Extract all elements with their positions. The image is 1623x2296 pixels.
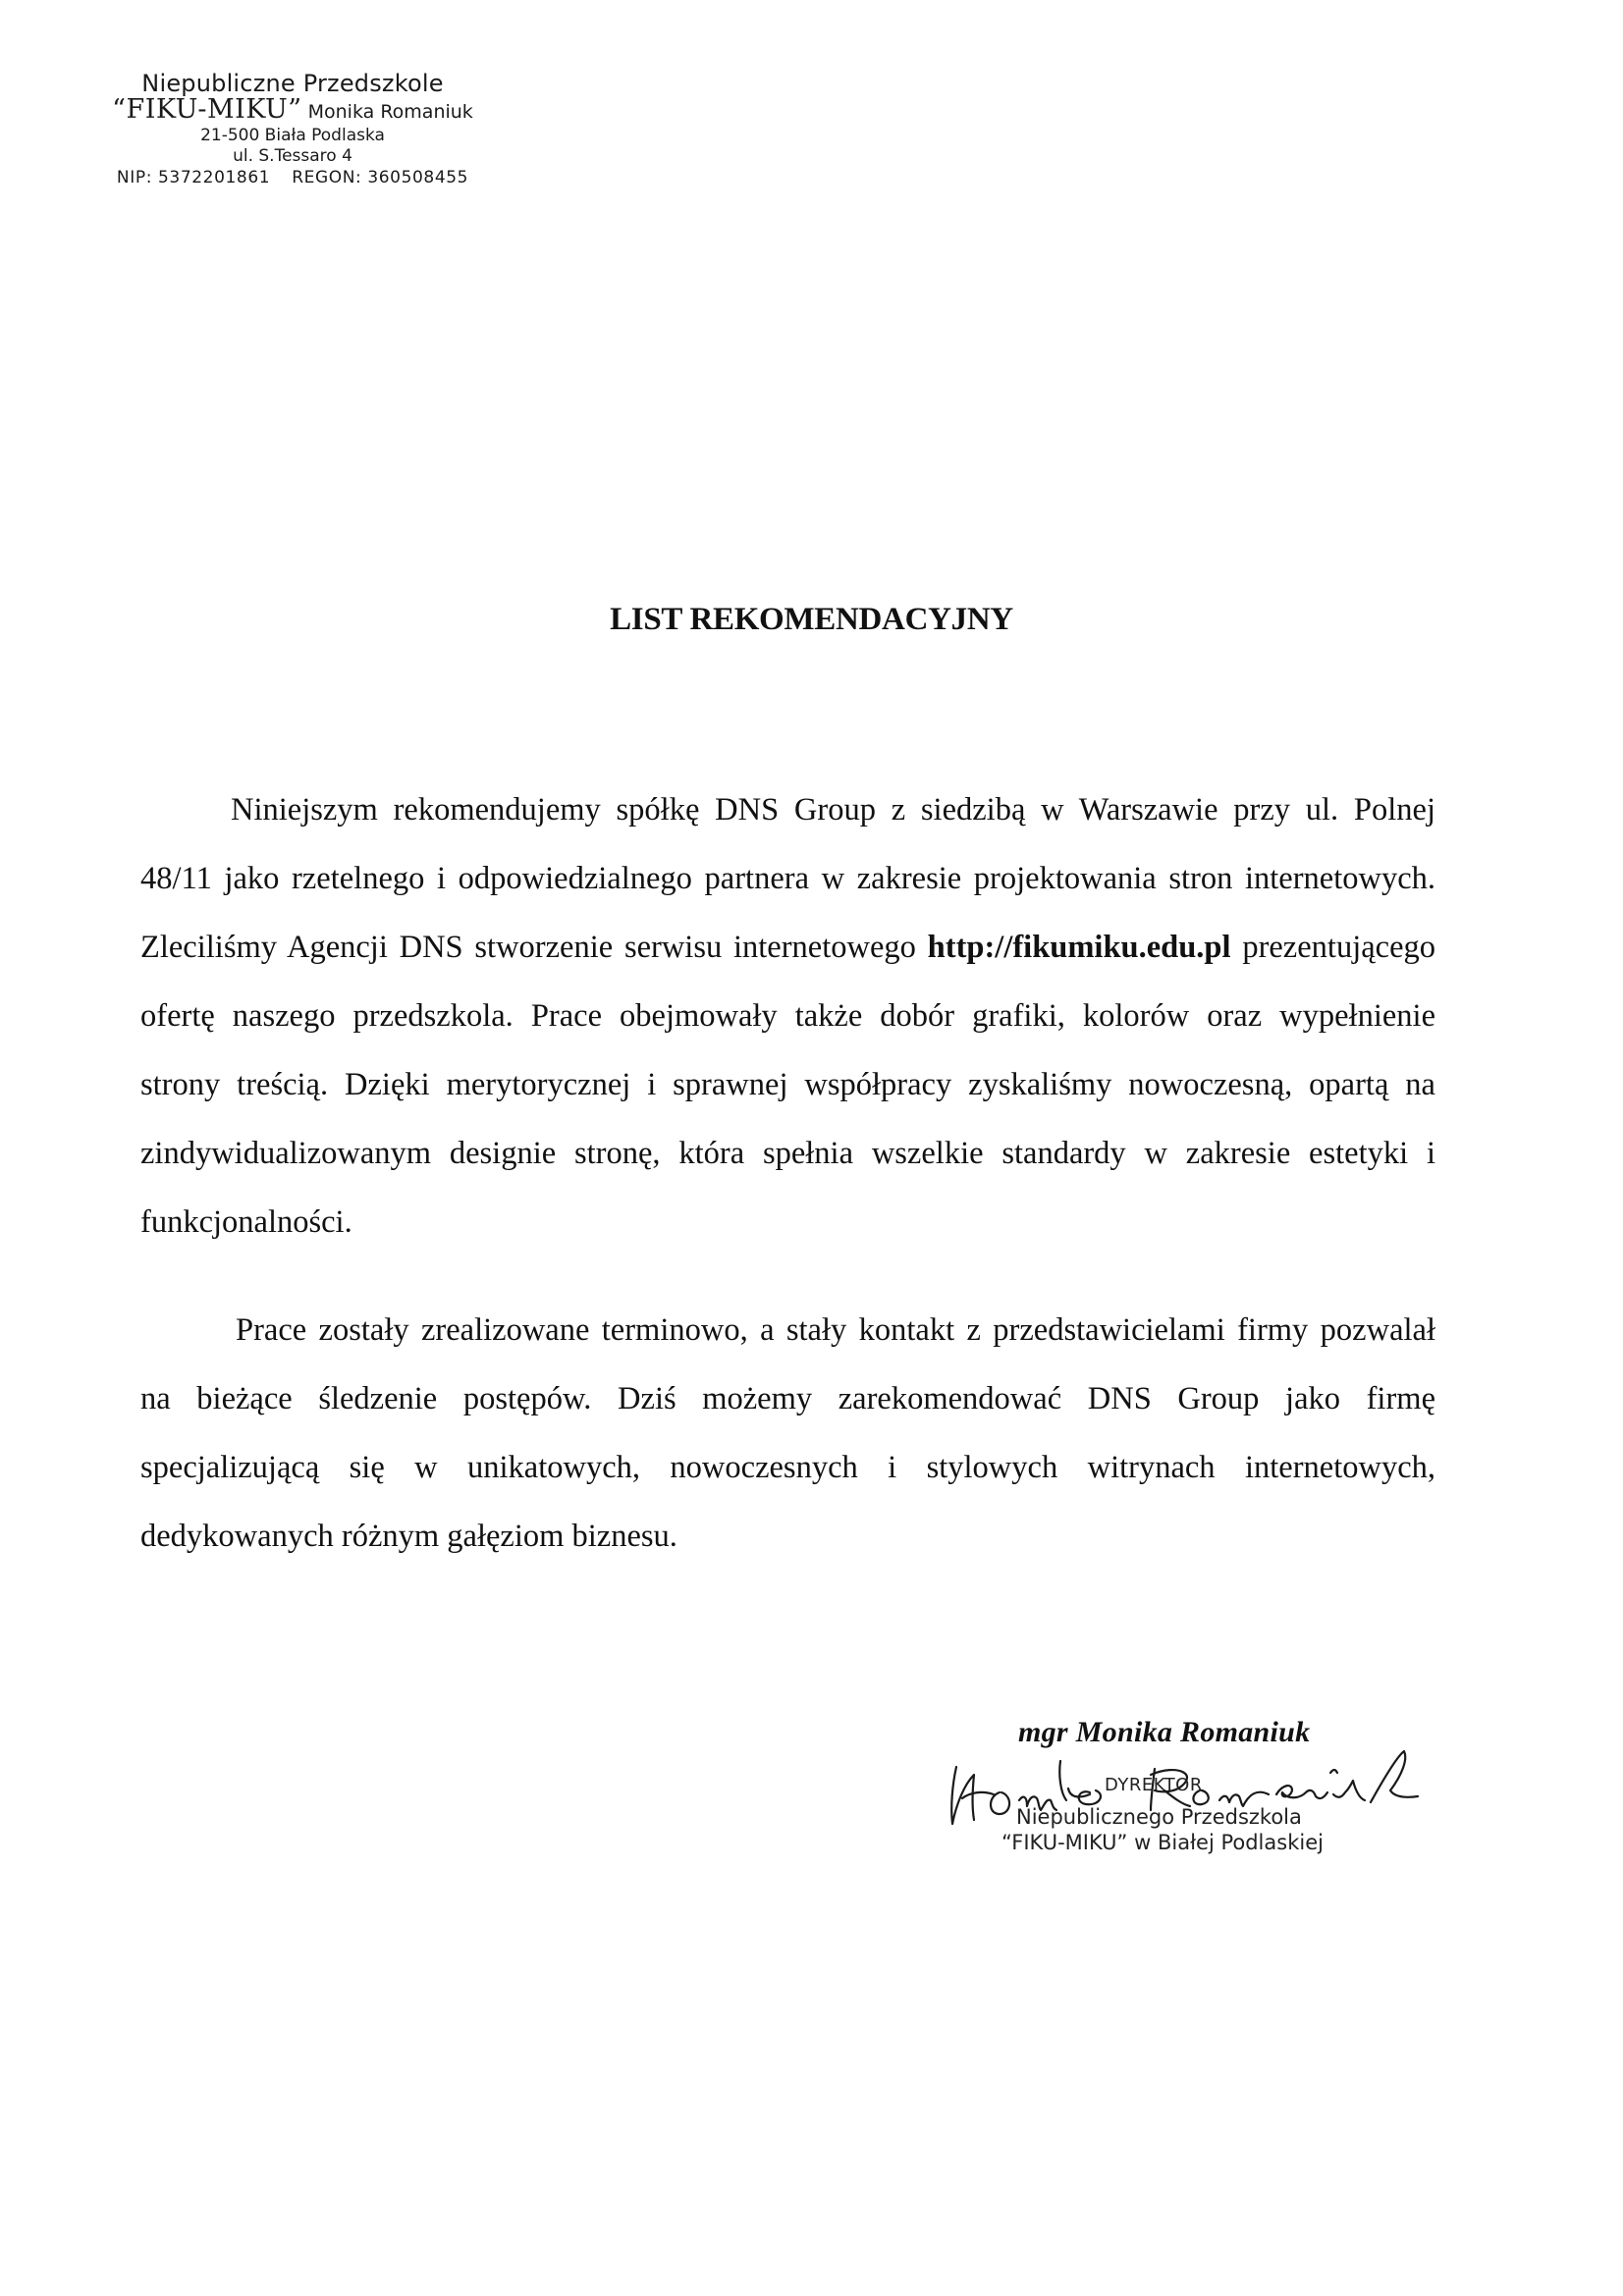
- letterhead-owner: Monika Romaniuk: [307, 101, 473, 123]
- document-title: LIST REKOMENDACYJNY: [610, 602, 1013, 637]
- letterhead-stamp: [110, 71, 475, 189]
- signature-block: [943, 1716, 1434, 1873]
- letterhead-brand: “FIKU-MIKU”: [112, 94, 302, 125]
- letterhead-city: 21-500 Biała Podlaska: [200, 126, 385, 145]
- paragraph-line: Prace zostały zrealizowane terminowo, a stały kontakt z przedstawicielami firmy pozwalał: [236, 1312, 1435, 1348]
- paragraph-1: [140, 790, 1435, 1271]
- letterhead-regon: REGON: 360508455: [292, 168, 469, 187]
- letterhead-street: ul. S.Tessaro 4: [233, 146, 352, 166]
- paragraph-line: specjalizującą się w unikatowych, nowoczesnych i stylowych witrynach internetowych,: [140, 1450, 1435, 1485]
- signatory-org-line2: “FIKU-MIKU” w Białej Podlaskiej: [1001, 1831, 1324, 1854]
- signatory-role: DYREKTOR: [1105, 1775, 1203, 1795]
- paragraph-line: funkcjonalności.: [140, 1204, 352, 1240]
- paragraph-line: na bieżące śledzenie postępów. Dziś możemy zarekomendować DNS Group jako firmę: [140, 1381, 1435, 1416]
- letterhead-ids: [110, 167, 475, 189]
- paragraph-line: 48/11 jako rzetelnego i odpowiedzialnego partnera w zakresie projektowania stron internetowych.: [140, 861, 1435, 896]
- paragraph-text: prezentującego: [1230, 930, 1435, 965]
- paragraph-line: zindywidualizowanym designie stronę, która spełnia wszelkie standardy w zakresie estetyki i: [140, 1136, 1435, 1171]
- paragraph-line: strony treścią. Dzięki merytorycznej i sprawnej współpracy zyskaliśmy nowoczesną, opartą na: [140, 1067, 1435, 1102]
- letterhead-brand-line: [110, 96, 475, 126]
- paragraph-line: ofertę naszego przedszkola. Prace obejmowały także dobór grafiki, kolorów oraz wypełnienie: [140, 998, 1435, 1034]
- paragraph-2: [140, 1310, 1435, 1585]
- signatory-name: mgr Monika Romaniuk: [1018, 1716, 1311, 1748]
- signatory-org-line1: Niepublicznego Przedszkola: [1016, 1805, 1302, 1829]
- paragraph-line: [140, 928, 1435, 996]
- letterhead-institution: Niepubliczne Przedszkole: [141, 70, 444, 97]
- letterhead-nip: NIP: 5372201861: [116, 168, 271, 187]
- paragraph-line: dedykowanych różnym gałęziom biznesu.: [140, 1519, 677, 1554]
- paragraph-text: Zleciliśmy Agencji DNS stworzenie serwisu internetowego: [140, 930, 928, 965]
- website-link[interactable]: http://fikumiku.edu.pl: [927, 930, 1231, 965]
- paragraph-line: Niniejszym rekomendujemy spółkę DNS Group z siedzibą w Warszawie przy ul. Polnej: [231, 792, 1435, 828]
